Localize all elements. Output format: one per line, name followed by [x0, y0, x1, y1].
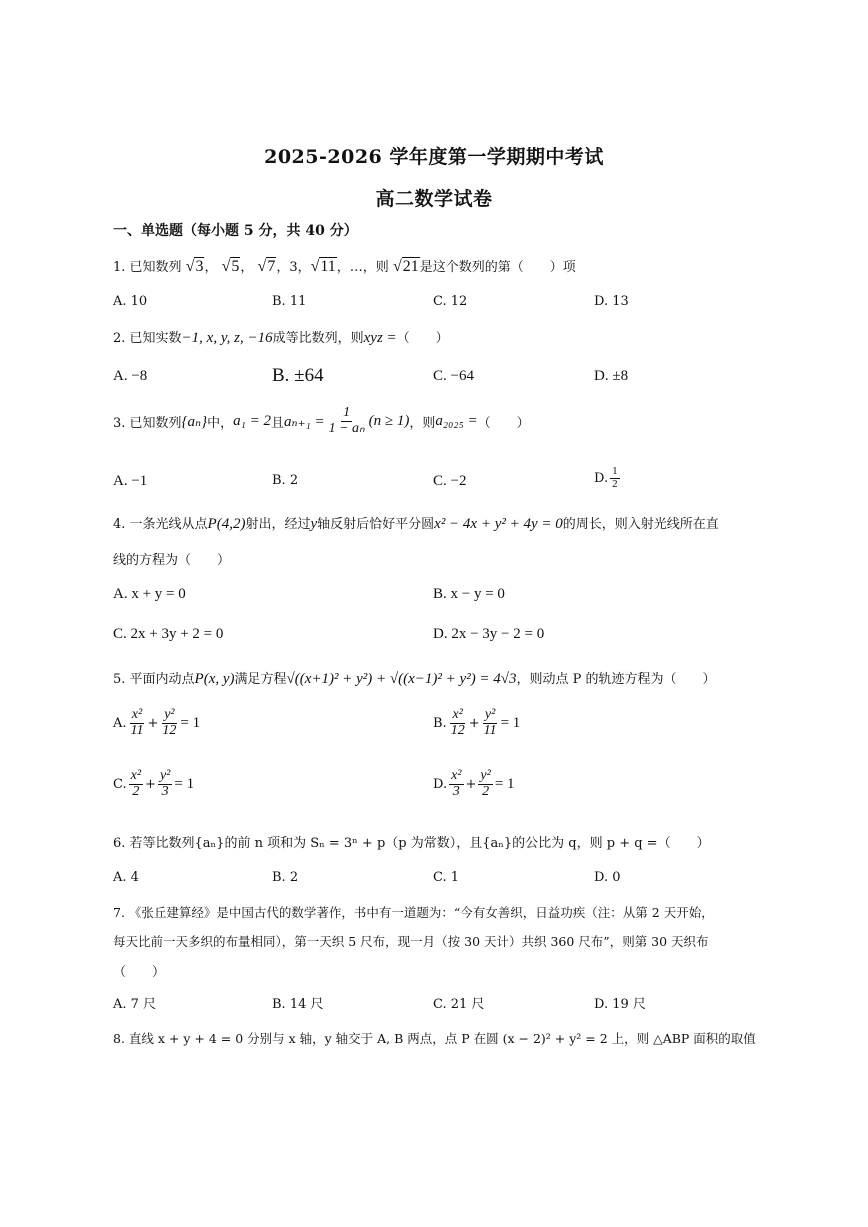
q4-point: P(4,2): [207, 516, 246, 532]
question-1: 1. 已知数列 √3， √5， √7，3，√11，…，则 √21是这个数列的第（ ）项: [113, 258, 576, 275]
q5-option-c-label: C.: [113, 776, 127, 792]
q3-ask: ，则: [409, 415, 436, 431]
q5-option-d: D. $\frac{\text{x²}}{3}$ + $\frac{\text{y²}}{2}$ = 1: [433, 768, 515, 799]
q7-option-a: A. 7 尺: [113, 997, 157, 1012]
q5-option-b-frac-x: $\frac{\text{x²}}{12}$: [450, 707, 465, 738]
q5-prefix: 5. 平面内动点: [113, 672, 195, 687]
question-7-line-2: 每天比前一天多织的布量相同），第一天织 5 尺布，现一月（按 30 天计）共织 360 尺布”，则第 30 天织布: [113, 934, 709, 949]
q4-text-b: 射出，经过: [245, 517, 311, 532]
q2-sequence: −1, x, y, z, −16: [181, 330, 273, 346]
q2-option-c: C. −64: [433, 368, 474, 384]
q5-option-b-rhs: = 1: [500, 714, 521, 731]
question-2: [113, 327, 449, 347]
exam-subtitle: 高二数学试卷: [375, 188, 493, 210]
q1-tail: ，…，则: [336, 260, 389, 275]
q1-sqrt-5: √5: [221, 258, 240, 275]
q1-end: 是这个数列的第（ ）项: [419, 260, 576, 275]
q2-option-d: D. ±8: [594, 368, 629, 384]
q2-mid: 成等比数列，则: [272, 331, 364, 346]
q2-option-a: A. −8: [113, 368, 148, 384]
q5-option-a: A. $\frac{\text{x²}}{11}$ + $\frac{\text{y²}}{12}$ = 1: [113, 707, 201, 738]
q5-option-b-frac-y: $\frac{\text{y²}}{11}$: [483, 707, 497, 738]
q3-end: （ ）: [477, 415, 530, 431]
q4-circle: x² − 4x + y² + 4y = 0: [434, 516, 563, 532]
q1-option-b: B. 11: [272, 294, 307, 309]
q1-option-c: C. 12: [433, 294, 468, 309]
q5-option-a-label: A.: [113, 715, 127, 731]
question-8: 8. 直线 x + y + 4 = 0 分别与 x 轴，y 轴交于 A, B 两点，点 P 在圆 (x − 2)² + y² = 2 上，则 △ABP 面积的取值: [113, 1031, 756, 1046]
section-heading-single-choice: 一、单选题（每小题 5 分，共 40 分）: [113, 223, 358, 239]
q4-option-c: C. 2x + 3y + 2 = 0: [113, 626, 224, 642]
q4-option-a: A. x + y = 0: [113, 586, 186, 602]
q5-option-a-frac-x: $\frac{\text{x²}}{11}$: [130, 707, 144, 738]
q3-and: 且: [270, 415, 284, 431]
q3-target: a₂₀₂₅ =: [435, 412, 478, 429]
q5-equation: √((x+1)² + y²) + √((x−1)² + y²) = 4√3: [286, 671, 517, 687]
question-5: [113, 668, 716, 688]
q1-option-d: D. 13: [594, 294, 629, 309]
q2-end: （ ）: [396, 331, 449, 346]
q3-sequence: {aₙ}: [181, 413, 208, 430]
q6-option-d: D. 0: [594, 870, 621, 885]
q2-expression: xyz =: [363, 330, 397, 346]
question-7-line-3: （ ）: [113, 965, 166, 980]
q7-option-b: B. 14 尺: [272, 997, 324, 1012]
q6-option-c: C. 1: [433, 870, 460, 885]
q5-option-b: B. $\frac{\text{x²}}{12}$ + $\frac{\text{y²}}{11}$ = 1: [433, 707, 521, 738]
q5-option-c-rhs: = 1: [174, 775, 195, 792]
q3-recurrence-lhs: aₙ₊₁ =: [284, 413, 325, 430]
q3-mid: 中，: [207, 415, 234, 431]
q3-option-d-label: D.: [594, 470, 609, 486]
q4-line-2: 线的方程为（ ）: [113, 553, 231, 568]
question-6: 6. 若等比数列{aₙ}的前 n 项和为 Sₙ = 3ⁿ + p（p 为常数），且{aₙ}的公比为 q，则 p + q =（ ）: [113, 836, 710, 851]
q5-option-d-frac-y: $\frac{\text{y²}}{2}$: [480, 768, 491, 799]
q4-text-a: 4. 一条光线从点: [113, 517, 208, 532]
q2-prefix: 2. 已知实数: [113, 331, 182, 346]
q5-option-d-rhs: = 1: [494, 775, 515, 792]
q4-text-d: 的周长，则入射光线所在直: [562, 517, 719, 532]
q6-option-b: B. 2: [272, 870, 299, 885]
q1-option-a: A. 10: [113, 294, 148, 309]
q3-option-d: [594, 466, 622, 490]
q5-option-c: C. $\frac{\text{x²}}{2}$ + $\frac{\text{y²}}{3}$ = 1: [113, 768, 195, 799]
q1-sqrt-7: √7: [257, 258, 276, 275]
q7-option-c: C. 21 尺: [433, 997, 485, 1012]
q3-range: (n ≥ 1): [368, 412, 410, 429]
q5-option-c-frac-x: $\frac{\text{x²}}{2}$: [130, 768, 142, 799]
q4-axis: y: [310, 516, 318, 532]
exam-title: 2025-2026 学年度第一学期期中考试: [264, 146, 604, 168]
q5-option-d-label: D.: [433, 776, 448, 792]
q5-mid: 满足方程: [234, 672, 287, 687]
q5-point: P(x, y): [194, 671, 235, 687]
q2-option-b: B. ±64: [272, 365, 324, 386]
q1-sqrt-3: √3: [185, 258, 204, 275]
q1-mid: ，3，: [276, 260, 311, 275]
q7-option-d: D. 19 尺: [594, 997, 646, 1012]
q5-option-d-frac-x: $\frac{\text{x²}}{3}$: [451, 768, 462, 799]
q5-option-a-rhs: = 1: [180, 714, 201, 731]
q3-option-b: B. 2: [272, 473, 299, 488]
q5-end: ，则动点 P 的轨迹方程为（ ）: [516, 672, 716, 687]
q3-prefix: 3. 已知数列: [113, 415, 182, 431]
q3-condition: a₁ = 2: [233, 412, 271, 429]
question-3: [113, 406, 530, 436]
q1-sqrt-11: √11: [310, 258, 336, 275]
q3-option-d-fraction: $\frac{1}{2}$: [612, 465, 618, 490]
q6-option-a: A. 4: [113, 870, 139, 885]
q1-sqrt-21: √21: [392, 258, 419, 275]
question-7-line-1: 7. 《张丘建算经》是中国古代的数学著作，书中有一道题为：“今有女善织，日益功疾（注：从第 2 天开始，: [113, 905, 714, 920]
q3-option-a: A. −1: [113, 473, 148, 489]
q3-option-c: C. −2: [433, 473, 467, 489]
q4-text-c: 轴反射后恰好平分圆: [317, 517, 435, 532]
q1-prefix: 1. 已知数列: [113, 260, 182, 275]
q3-recurrence-fraction: $\frac{1}{\text{1 − aₙ}}$: [328, 405, 365, 436]
q5-option-c-frac-y: $\frac{\text{y²}}{3}$: [159, 768, 171, 799]
q5-option-a-frac-y: $\frac{\text{y²}}{12}$: [162, 707, 177, 738]
question-4: [113, 513, 719, 533]
q5-option-b-label: B.: [433, 715, 447, 731]
q4-option-b: B. x − y = 0: [433, 586, 505, 602]
q4-option-d: D. 2x − 3y − 2 = 0: [433, 626, 545, 642]
